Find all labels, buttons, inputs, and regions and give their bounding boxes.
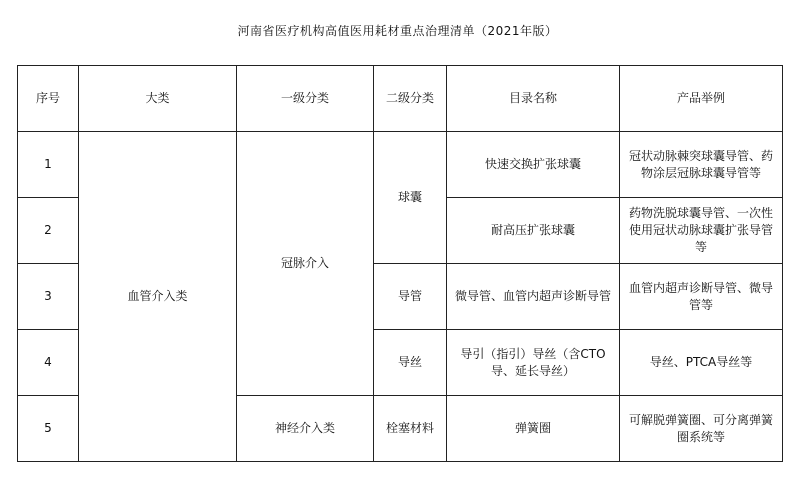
product-examples-cell: 导丝、PTCA导丝等 (620, 330, 783, 396)
header-major-category: 大类 (79, 66, 237, 132)
level1-category-cell: 神经介入类 (237, 396, 374, 462)
product-examples-cell: 冠状动脉棘突球囊导管、药物涂层冠脉球囊导管等 (620, 132, 783, 198)
table-header-row (18, 66, 783, 132)
row-index: 1 (18, 132, 79, 198)
row-index: 3 (18, 264, 79, 330)
header-product-examples: 产品举例 (620, 66, 783, 132)
catalog-name-cell: 快速交换扩张球囊 (447, 132, 620, 198)
major-category-cell: 血管介入类 (79, 132, 237, 462)
product-examples-cell: 血管内超声诊断导管、微导管等 (620, 264, 783, 330)
table-row (18, 132, 783, 198)
level2-category-cell: 栓塞材料 (374, 396, 447, 462)
catalog-name-cell: 弹簧圈 (447, 396, 620, 462)
header-level1-category: 一级分类 (237, 66, 374, 132)
document-title: 河南省医疗机构高值医用耗材重点治理清单（2021年版） (237, 24, 558, 38)
header-level2-category: 二级分类 (374, 66, 447, 132)
row-index: 2 (18, 198, 79, 264)
level2-category-cell: 球囊 (374, 132, 447, 264)
catalog-name-cell: 导引（指引）导丝（含CTO导、延长导丝） (447, 330, 620, 396)
header-catalog-name: 目录名称 (447, 66, 620, 132)
level2-category-cell: 导丝 (374, 330, 447, 396)
consumables-table (17, 65, 783, 462)
catalog-name-cell: 微导管、血管内超声诊断导管 (447, 264, 620, 330)
level1-category-cell: 冠脉介入 (237, 132, 374, 396)
product-examples-cell: 可解脱弹簧圈、可分离弹簧圈系统等 (620, 396, 783, 462)
row-index: 4 (18, 330, 79, 396)
level2-category-cell: 导管 (374, 264, 447, 330)
product-examples-cell: 药物洗脱球囊导管、一次性使用冠状动脉球囊扩张导管等 (620, 198, 783, 264)
header-index: 序号 (18, 66, 79, 132)
row-index: 5 (18, 396, 79, 462)
catalog-name-cell: 耐高压扩张球囊 (447, 198, 620, 264)
